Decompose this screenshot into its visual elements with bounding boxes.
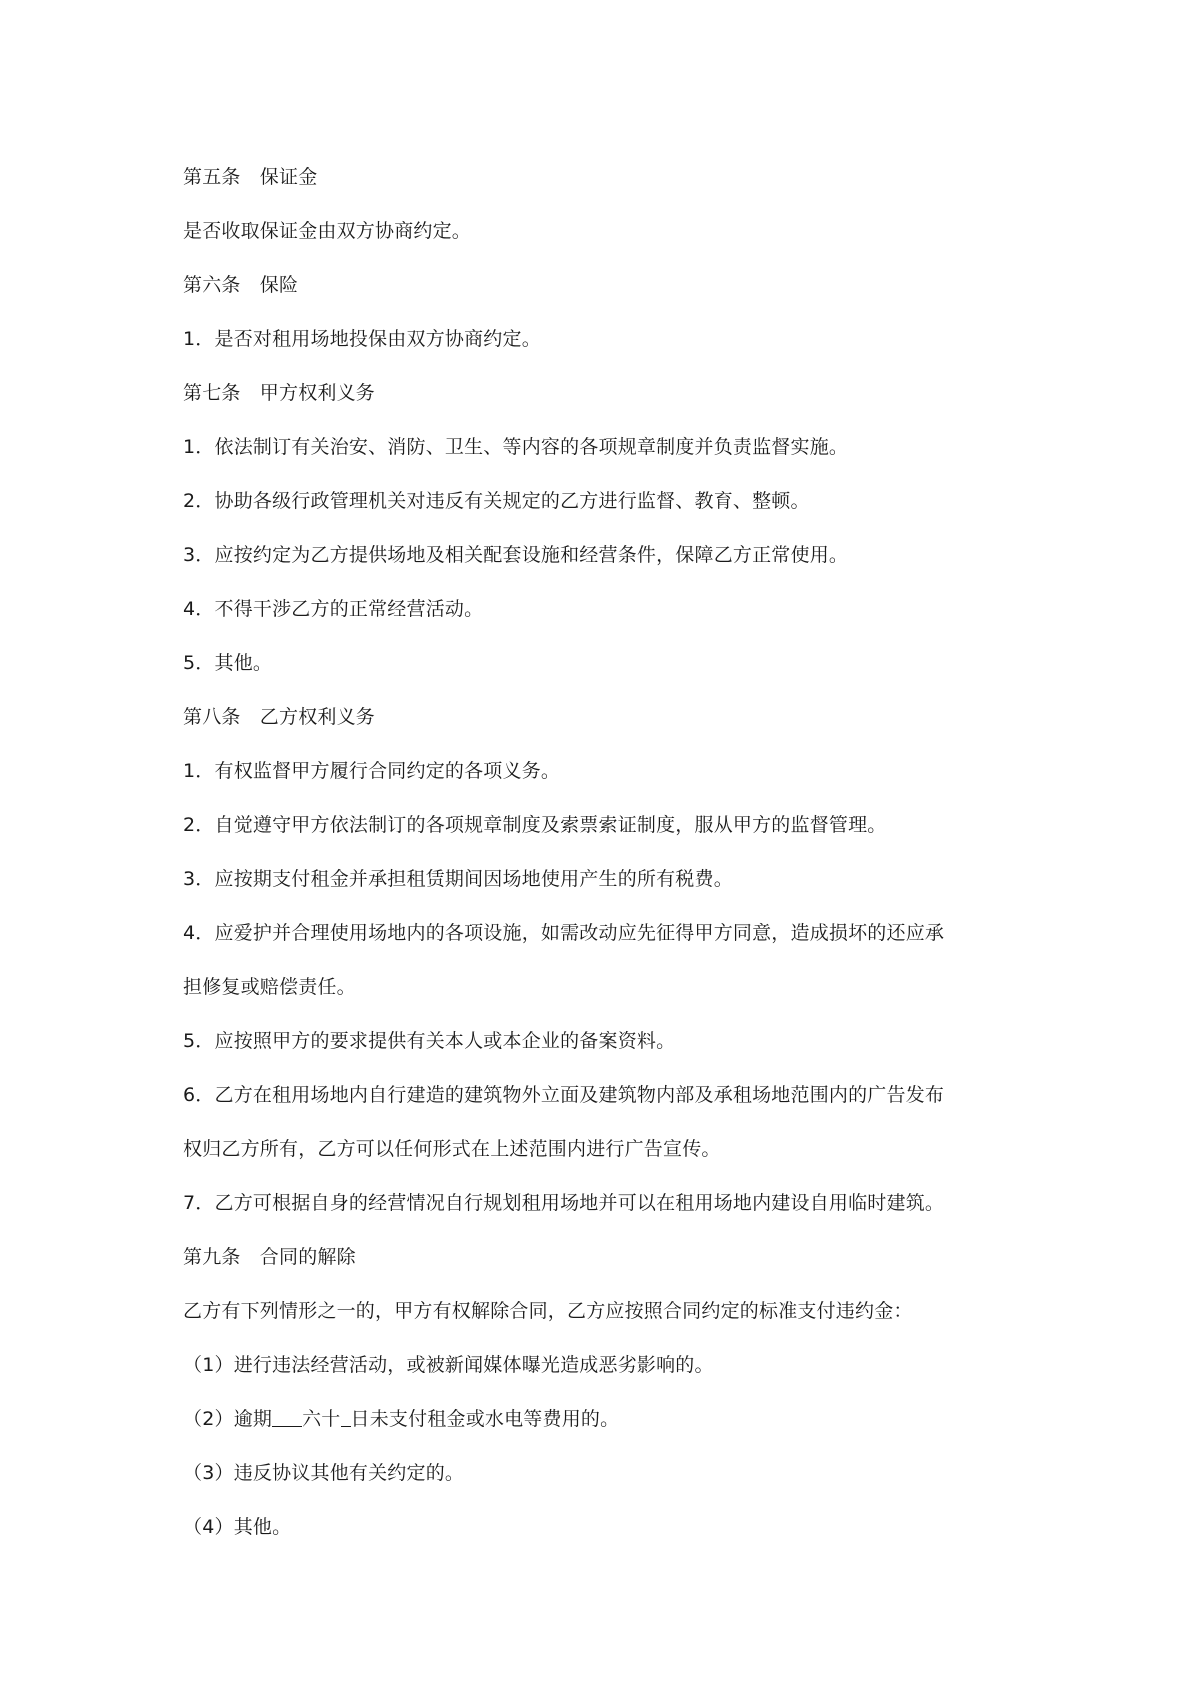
list-item: 3．应按约定为乙方提供场地及相关配套设施和经营条件，保障乙方正常使用。 (183, 544, 849, 566)
article-6-heading: 第六条 保险 (183, 274, 299, 296)
list-item: 4．应爱护并合理使用场地内的各项设施，如需改动应先征得甲方同意，造成损坏的还应承 (183, 922, 945, 944)
list-item-overdue (183, 1392, 1043, 1446)
list-item: 3．应按期支付租金并承担租赁期间因场地使用产生的所有税费。 (183, 868, 733, 890)
list-item-continuation: 担修复或赔偿责任。 (183, 976, 356, 998)
article-7-heading: 第七条 甲方权利义务 (183, 382, 376, 404)
overdue-suffix: 日未支付租金或水电等费用的。 (350, 1408, 620, 1430)
list-item: 1．是否对租用场地投保由双方协商约定。 (183, 328, 541, 350)
list-item: 5．其他。 (183, 652, 273, 674)
list-item: 2．协助各级行政管理机关对违反有关规定的乙方进行监督、教育、整顿。 (183, 490, 810, 512)
list-item: （1）进行违法经营活动，或被新闻媒体曝光造成恶劣影响的。 (183, 1354, 714, 1376)
list-item: 2．自觉遵守甲方依法制订的各项规章制度及索票索证制度，服从甲方的监督管理。 (183, 814, 887, 836)
article-5-heading: 第五条 保证金 (183, 166, 318, 188)
list-item: 5．应按照甲方的要求提供有关本人或本企业的备案资料。 (183, 1030, 676, 1052)
paragraph: 乙方有下列情形之一的，甲方有权解除合同，乙方应按照合同约定的标准支付违约金： (183, 1300, 913, 1322)
paragraph: 是否收取保证金由双方协商约定。 (183, 220, 472, 242)
list-item: 1．依法制订有关治安、消防、卫生、等内容的各项规章制度并负责监督实施。 (183, 436, 849, 458)
article-9-heading: 第九条 合同的解除 (183, 1246, 356, 1268)
underline-blank (341, 1408, 351, 1427)
list-item: 6．乙方在租用场地内自行建造的建筑物外立面及建筑物内部及承租场地范围内的广告发布 (183, 1084, 945, 1106)
list-item: 7．乙方可根据自身的经营情况自行规划租用场地并可以在租用场地内建设自用临时建筑。 (183, 1192, 945, 1214)
list-item-continuation: 权归乙方所有，乙方可以任何形式在上述范围内进行广告宣传。 (183, 1138, 721, 1160)
list-item: 4．不得干涉乙方的正常经营活动。 (183, 598, 484, 620)
article-8-heading: 第八条 乙方权利义务 (183, 706, 376, 728)
list-item: （3）违反协议其他有关约定的。 (183, 1462, 465, 1484)
contract-text (183, 150, 1043, 1554)
underline-blank (272, 1408, 302, 1427)
list-item: （4）其他。 (183, 1516, 292, 1538)
overdue-prefix: （2）逾期 (183, 1408, 273, 1430)
overdue-days: 六十 (302, 1408, 341, 1430)
list-item: 1．有权监督甲方履行合同约定的各项义务。 (183, 760, 561, 782)
